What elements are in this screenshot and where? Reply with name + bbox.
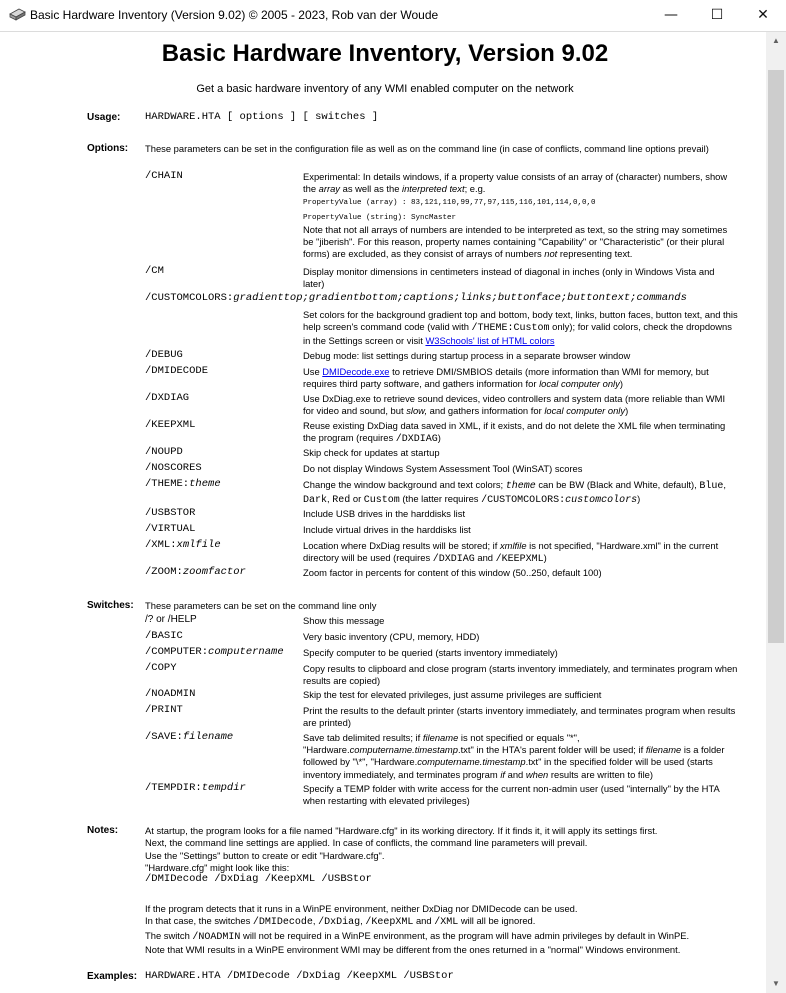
switch-computer-desc: Specify computer to be queried (starts inventory immediately) [303,647,558,658]
option-usbstor: /USBSTOR [145,507,196,519]
switch-noadmin-desc: Skip the test for elevated privileges, just assume privileges are sufficient [303,689,602,700]
option-cm-desc: Display monitor dimensions in centimeters instead of diagonal in inches (only in Windows Vista and later) [303,266,715,290]
option-usbstor-desc: Include USB drives in the harddisks list [303,508,466,519]
option-cm: /CM [145,265,164,277]
usage-syntax: HARDWARE.HTA [ options ] [ switches ] [145,111,379,123]
examples-label: Examples: [87,971,138,982]
option-noupd: /NOUPD [145,446,183,458]
options-intro: These parameters can be set in the configuration file as well as on the command line (in case of conflicts, command line options prevail) [145,143,709,154]
option-virtual-desc: Include virtual drives in the harddisks list [303,524,471,535]
vertical-scrollbar[interactable] [766,32,786,993]
option-virtual: /VIRTUAL [145,523,196,535]
option-customcolors: /CUSTOMCOLORS:gradienttop;gradientbottom;captions;links;buttonface;buttontext;commands [145,292,687,304]
switch-save-desc: Save tab delimited results; if filename is not specified or equals "*", "Hardware.computername.timestamp.txt" in the HTA's parent folder will be used; if filename is a folder followed by "\*", "Hardware.computername.timestamp.txt" in the specified folder will be used (starts inventory immediately, and terminates program if and when results are written to file) [303,732,725,780]
option-debug: /DEBUG [145,349,183,361]
help-content [0,32,766,993]
switch-noadmin: /NOADMIN [145,688,196,700]
scroll-up-arrow-icon[interactable]: ▲ [772,36,780,45]
scrollbar-thumb[interactable] [768,70,784,643]
option-keepxml: /KEEPXML [145,419,196,431]
switches-label: Switches: [87,600,134,611]
option-noscores: /NOSCORES [145,462,202,474]
switch-print: /PRINT [145,704,183,716]
switch-help-desc: Show this message [303,615,385,626]
maximize-button[interactable]: ☐ [710,7,724,23]
option-dmidecode: /DMIDECODE [145,365,209,377]
option-theme-desc: Change the window background and text colors; theme can be BW (Black and White, default), Blue, Dark, Red or Custom (the latter requires /CUSTOMCOLORS:customcolors) [303,479,726,507]
switch-tempdir-desc: Specify a TEMP folder with write access for the current non-admin user (used "internally" by the HTA when restarting with elevated privileges) [303,783,720,807]
option-dxdiag-desc: Use DxDiag.exe to retrieve sound devices, video controllers and system data (more reliable than WMI for video and sound, but slow, and gathers information for local computer only) [303,393,726,417]
switch-copy: /COPY [145,662,177,674]
option-xml-desc: Location where DxDiag results will be stored; if xmlfile is not specified, "Hardware.xml" in the current directory will be used (requires /DXDIAG and /KEEPXML) [303,540,719,566]
option-theme: /THEME:theme [145,478,221,490]
notes-winpe: If the program detects that it runs in a WinPE environment, neither DxDiag nor DMIDecode can be used. In that case, the switches /DMIDecode, /DxDiag, /KeepXML and /XML will all be ignored. The switch /NOADMIN will not be required in a WinPE environment, as the program will have admin privileges by default in WinPE. Note that WMI results in a WinPE environment WMI may be different from the ones returned in a "normal" Windows environment. [145,903,690,955]
option-dmidecode-desc: Use DMIDecode.exe to retrieve DMI/SMBIOS details (more information than WMI for memory, but requires third party software, and gathers information for local computer only) [303,366,709,390]
options-label: Options: [87,143,129,154]
hardware-app-icon [9,8,26,21]
minimize-button[interactable]: — [664,7,678,23]
usage-label: Usage: [87,112,121,123]
option-keepxml-desc: Reuse existing DxDiag data saved in XML, if it exists, and do not delete the XML file when terminating the program (requires /DXDIAG) [303,420,726,446]
chain-example-array: PropertyValue (array) : 83,121,110,99,77,97,115,116,101,114,0,0,0 [303,199,596,208]
notes-label: Notes: [87,825,119,836]
dmidecode-link[interactable]: DMIDecode.exe [322,366,390,377]
option-noupd-desc: Skip check for updates at startup [303,447,440,458]
w3schools-colors-link[interactable]: W3Schools' list of HTML colors [425,335,555,347]
switches-intro: These parameters can be set on the command line only [145,600,377,611]
switch-tempdir: /TEMPDIR:tempdir [145,782,246,794]
scroll-down-arrow-icon[interactable]: ▼ [772,979,780,988]
switch-save: /SAVE:filename [145,731,234,743]
examples-command: HARDWARE.HTA /DMIDecode /DxDiag /KeepXML /USBStor [145,970,454,982]
switch-help: /? or /HELP [145,614,197,625]
page-heading: Basic Hardware Inventory, Version 9.02 [161,40,609,67]
close-button[interactable]: ✕ [757,7,769,23]
page-subtitle: Get a basic hardware inventory of any WMI enabled computer on the network [196,83,574,95]
option-chain-desc: Experimental: In details windows, if a property value consists of an array of (character) numbers, show the array as well as the interpreted text; e.g. PropertyValue (array) : 83,121,110,99,77,97,115,116,101,114,0,0,0 PropertyValue (string): SyncMaster Note that not all arrays of numbers are intended to be interpreted as text, so the string may sometimes be "jiberish". For this reason, property names containing "Capability" or "Characteristic" (or their plural forms) are excluded, as they consist of arrays of numbers not representing text. [303,171,728,260]
switch-basic: /BASIC [145,630,183,642]
switch-copy-desc: Copy results to clipboard and close program (starts inventory immediately, and terminates program when results are copied) [303,663,738,687]
option-zoom-desc: Zoom factor in percents for content of this window (50..250, default 100) [303,567,602,578]
option-dxdiag: /DXDIAG [145,392,190,404]
option-debug-desc: Debug mode: list settings during startup process in a separate browser window [303,350,631,361]
window-title: Basic Hardware Inventory (Version 9.02) © 2005 - 2023, Rob van der Woude [30,8,439,22]
option-customcolors-desc: Set colors for the background gradient top and bottom, body text, links, button faces, button text, and this help screen's command code (valid with /THEME:Custom only); for valid colors, check the dropdowns in the Settings screen or visit W3Schools' list of HTML colors [303,309,738,347]
switch-basic-desc: Very basic inventory (CPU, memory, HDD) [303,631,480,642]
option-chain: /CHAIN [145,170,183,182]
notes-config-example: /DMIDecode /DxDiag /KeepXML /USBStor [145,873,372,885]
option-zoom: /ZOOM:zoomfactor [145,566,246,578]
notes-text: At startup, the program looks for a file named "Hardware.cfg" in its working directory. If it finds it, it will apply its settings first. Next, the command line settings are applied. In case of conflicts, the command line parameters will prevail. Use the "Settings" button to create or edit "Hardware.cfg". "Hardware.cfg" might look like this: [145,825,658,873]
title-bar [0,0,786,32]
option-noscores-desc: Do not display Windows System Assessment Tool (WinSAT) scores [303,463,583,474]
chain-example-string: PropertyValue (string): SyncMaster [303,213,457,222]
option-xml: /XML:xmlfile [145,539,221,551]
switch-computer: /COMPUTER:computername [145,646,284,658]
switch-print-desc: Print the results to the default printer (starts inventory immediately, and terminates program when results are printed) [303,705,736,729]
